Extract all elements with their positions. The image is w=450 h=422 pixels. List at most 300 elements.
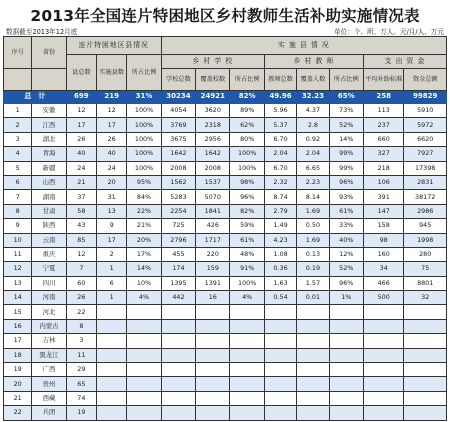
cell-teacher-total: 5.37 [264, 118, 296, 132]
cell-covered-schools: 2008 [196, 161, 230, 175]
cell-teacher-ratio [329, 334, 363, 348]
cell-impl-count [97, 377, 127, 391]
cell-school-ratio: 59% [230, 219, 264, 233]
cell-school-ratio: 80% [230, 132, 264, 146]
header-avg-standard: 平均补助标准 [363, 69, 403, 91]
cell-county-ratio [127, 305, 161, 319]
cell-fund-total: 17398 [404, 161, 447, 175]
cell-school-ratio [230, 377, 264, 391]
cell-school-total: 174 [161, 262, 195, 276]
cell-covered-schools: 3620 [196, 104, 230, 118]
subsidy-table [3, 36, 447, 421]
cell-teacher-ratio [329, 391, 363, 405]
table-row [4, 334, 447, 348]
cell-seq: 12 [4, 262, 32, 276]
cell-teacher-total: 4.23 [264, 233, 296, 247]
cell-fund-total: 5910 [404, 104, 447, 118]
cell-impl-count: 17 [97, 233, 127, 247]
cell-seq: 18 [4, 348, 32, 362]
cell-county-ratio [127, 391, 161, 405]
cell-seq: 22 [4, 406, 32, 420]
total-teacher-total: 49.96 [264, 91, 296, 104]
cell-covered-schools: 159 [196, 262, 230, 276]
cell-covered-schools [196, 334, 230, 348]
cell-county-total: 37 [66, 190, 96, 204]
cell-avg-standard [363, 391, 403, 405]
cell-county-total: 12 [66, 104, 96, 118]
cell-teacher-covered [297, 377, 329, 391]
cell-fund-total [404, 363, 447, 377]
cell-teacher-ratio: 52% [329, 262, 363, 276]
table-row [4, 147, 447, 161]
cell-avg-standard: 660 [363, 132, 403, 146]
cell-school-total [161, 363, 195, 377]
cell-school-total [161, 348, 195, 362]
cell-school-ratio: 61% [230, 233, 264, 247]
cell-school-total: 442 [161, 291, 195, 305]
cell-covered-schools: 1717 [196, 233, 230, 247]
cell-covered-schools [196, 406, 230, 420]
cell-seq: 19 [4, 363, 32, 377]
cell-impl-count: 9 [97, 219, 127, 233]
cell-province: 吉林 [32, 334, 66, 348]
cell-impl-count: 40 [97, 147, 127, 161]
cell-province: 云南 [32, 233, 66, 247]
cell-school-total [161, 305, 195, 319]
cell-province: 山西 [32, 175, 66, 189]
cell-province: 兵团 [32, 406, 66, 420]
cell-seq: 1 [4, 104, 32, 118]
cell-teacher-ratio: 96% [329, 276, 363, 290]
cell-county-ratio [127, 348, 161, 362]
cell-province: 河北 [32, 305, 66, 319]
total-covered: 24921 [196, 91, 230, 104]
cell-seq: 13 [4, 276, 32, 290]
table-row [4, 118, 447, 132]
cell-avg-standard: 391 [363, 190, 403, 204]
cell-county-ratio: 4% [127, 291, 161, 305]
cell-county-ratio: 84% [127, 190, 161, 204]
cell-teacher-covered: 1.69 [297, 233, 329, 247]
cell-county-total: 21 [66, 175, 96, 189]
cell-teacher-total: 6.70 [264, 132, 296, 146]
table-row [4, 190, 447, 204]
cell-impl-count: 12 [97, 104, 127, 118]
cell-avg-standard [363, 406, 403, 420]
cell-school-total: 1395 [161, 276, 195, 290]
cell-impl-count [97, 319, 127, 333]
cell-impl-count: 1 [97, 291, 127, 305]
cell-county-ratio: 95% [127, 175, 161, 189]
cell-teacher-ratio [329, 363, 363, 377]
cell-county-total: 11 [66, 348, 96, 362]
header-sub-fund: 支 出 资 金 [363, 55, 446, 69]
cell-county-total: 22 [66, 305, 96, 319]
total-teacher-covered: 32.23 [297, 91, 329, 104]
header-teacher-total: 教师总数 [264, 69, 296, 91]
cell-teacher-ratio: 52% [329, 118, 363, 132]
cell-fund-total [404, 377, 447, 391]
cell-province: 西藏 [32, 391, 66, 405]
cell-fund-total [404, 391, 447, 405]
cell-county-total: 17 [66, 118, 96, 132]
cell-teacher-covered: 0.92 [297, 132, 329, 146]
cell-county-ratio: 100% [127, 161, 161, 175]
cell-seq: 17 [4, 334, 32, 348]
cell-teacher-total [264, 363, 296, 377]
table-row [4, 276, 447, 290]
header-county-total: 县总数 [66, 55, 96, 91]
total-ratio: 31% [127, 91, 161, 104]
cell-county-total: 26 [66, 132, 96, 146]
cell-teacher-ratio: 61% [329, 204, 363, 218]
cell-county-ratio [127, 319, 161, 333]
cell-school-ratio: 91% [230, 262, 264, 276]
cell-teacher-covered: 1.57 [297, 276, 329, 290]
date-note: 数据截至2013年12月底 [6, 28, 78, 36]
cell-teacher-ratio: 73% [329, 104, 363, 118]
table-row [4, 377, 447, 391]
cell-teacher-total: 1.49 [264, 219, 296, 233]
cell-school-ratio: 89% [230, 104, 264, 118]
cell-covered-schools [196, 319, 230, 333]
cell-avg-standard: 98 [363, 233, 403, 247]
cell-teacher-total [264, 305, 296, 319]
cell-province: 江西 [32, 118, 66, 132]
cell-county-total: 29 [66, 363, 96, 377]
cell-school-total: 3675 [161, 132, 195, 146]
cell-impl-count [97, 391, 127, 405]
cell-seq: 9 [4, 219, 32, 233]
header-impl-count: 实施县数 [97, 55, 127, 91]
cell-school-ratio: 98% [230, 175, 264, 189]
cell-school-total [161, 377, 195, 391]
header-sub-teacher: 乡 村 教 师 [264, 55, 363, 69]
cell-fund-total [404, 348, 447, 362]
cell-teacher-ratio: 33% [329, 219, 363, 233]
cell-county-ratio: 20% [127, 233, 161, 247]
cell-school-total: 725 [161, 219, 195, 233]
cell-covered-schools: 2956 [196, 132, 230, 146]
cell-teacher-covered: 2.23 [297, 175, 329, 189]
cell-county-total: 8 [66, 319, 96, 333]
cell-avg-standard [363, 377, 403, 391]
cell-province: 重庆 [32, 247, 66, 261]
cell-teacher-total [264, 319, 296, 333]
cell-fund-total: 7927 [404, 147, 447, 161]
cell-school-ratio [230, 319, 264, 333]
cell-school-ratio [230, 305, 264, 319]
cell-county-ratio: 22% [127, 204, 161, 218]
cell-teacher-total: 1.63 [264, 276, 296, 290]
cell-seq: 10 [4, 233, 32, 247]
cell-county-total: 19 [66, 406, 96, 420]
cell-county-total: 65 [66, 377, 96, 391]
cell-school-ratio: 62% [230, 118, 264, 132]
cell-covered-schools: 1841 [196, 204, 230, 218]
cell-county-ratio: 100% [127, 104, 161, 118]
cell-fund-total [404, 319, 447, 333]
table-row [4, 406, 447, 420]
cell-teacher-covered: 0.50 [297, 219, 329, 233]
cell-teacher-covered: 2.8 [297, 118, 329, 132]
table-row [4, 104, 447, 118]
cell-school-ratio [230, 348, 264, 362]
header-teacher-covered: 覆盖人数 [297, 69, 329, 91]
cell-covered-schools [196, 305, 230, 319]
cell-covered-schools: 220 [196, 247, 230, 261]
cell-county-total: 43 [66, 219, 96, 233]
cell-fund-total: 6620 [404, 132, 447, 146]
cell-teacher-ratio [329, 305, 363, 319]
cell-school-total [161, 406, 195, 420]
cell-teacher-total [264, 377, 296, 391]
cell-school-ratio: 48% [230, 247, 264, 261]
total-school-total: 30234 [161, 91, 195, 104]
cell-county-total: 7 [66, 262, 96, 276]
cell-impl-count [97, 348, 127, 362]
cell-school-total: 1642 [161, 147, 195, 161]
cell-impl-count [97, 305, 127, 319]
cell-seq: 7 [4, 190, 32, 204]
cell-seq: 5 [4, 161, 32, 175]
cell-province: 河南 [32, 291, 66, 305]
cell-fund-total: 1998 [404, 233, 447, 247]
cell-impl-count [97, 363, 127, 377]
cell-covered-schools [196, 391, 230, 405]
cell-avg-standard: 158 [363, 219, 403, 233]
cell-teacher-covered: 6.65 [297, 161, 329, 175]
cell-teacher-ratio [329, 348, 363, 362]
total-fund-total: 99829 [404, 91, 447, 104]
cell-seq: 15 [4, 305, 32, 319]
header-school-total: 学校总数 [161, 69, 195, 91]
units-note: 单位：个、所、万人、元/月/人、万元 [334, 28, 444, 36]
cell-teacher-total: 0.54 [264, 291, 296, 305]
cell-school-ratio: 96% [230, 190, 264, 204]
cell-teacher-ratio [329, 377, 363, 391]
total-row [4, 91, 447, 104]
cell-impl-count: 31 [97, 190, 127, 204]
cell-province: 广西 [32, 363, 66, 377]
cell-county-ratio: 100% [127, 132, 161, 146]
cell-covered-schools: 1642 [196, 147, 230, 161]
cell-teacher-total [264, 348, 296, 362]
cell-teacher-ratio: 12% [329, 247, 363, 261]
cell-county-ratio: 17% [127, 247, 161, 261]
cell-fund-total: 5972 [404, 118, 447, 132]
cell-province: 青海 [32, 147, 66, 161]
cell-fund-total [404, 334, 447, 348]
cell-county-ratio: 21% [127, 219, 161, 233]
cell-teacher-total [264, 334, 296, 348]
cell-avg-standard: 160 [363, 247, 403, 261]
cell-covered-schools [196, 363, 230, 377]
cell-county-total: 24 [66, 161, 96, 175]
cell-teacher-total [264, 391, 296, 405]
cell-school-total [161, 319, 195, 333]
cell-impl-count: 2 [97, 247, 127, 261]
header-fund-total: 资金总额 [404, 69, 447, 91]
cell-avg-standard [363, 305, 403, 319]
cell-teacher-total: 2.32 [264, 175, 296, 189]
cell-school-ratio [230, 391, 264, 405]
cell-avg-standard: 113 [363, 104, 403, 118]
cell-county-total: 40 [66, 147, 96, 161]
cell-avg-standard: 500 [363, 291, 403, 305]
cell-teacher-total: 2.79 [264, 204, 296, 218]
cell-covered-schools: 1391 [196, 276, 230, 290]
cell-county-total: 85 [66, 233, 96, 247]
cell-impl-count [97, 406, 127, 420]
cell-province: 四川 [32, 276, 66, 290]
cell-teacher-ratio: 96% [329, 175, 363, 189]
cell-school-total: 3769 [161, 118, 195, 132]
cell-seq: 6 [4, 175, 32, 189]
cell-teacher-covered: 0.01 [297, 291, 329, 305]
cell-covered-schools: 2318 [196, 118, 230, 132]
cell-seq: 16 [4, 319, 32, 333]
cell-county-total: 74 [66, 391, 96, 405]
cell-county-ratio [127, 406, 161, 420]
table-row [4, 175, 447, 189]
total-impl-count: 219 [97, 91, 127, 104]
cell-seq: 21 [4, 391, 32, 405]
cell-covered-schools: 5070 [196, 190, 230, 204]
cell-teacher-covered [297, 363, 329, 377]
cell-teacher-covered [297, 334, 329, 348]
cell-province: 宁夏 [32, 262, 66, 276]
total-school-ratio: 82% [230, 91, 264, 104]
cell-county-total: 3 [66, 334, 96, 348]
cell-fund-total: 945 [404, 219, 447, 233]
table-row [4, 363, 447, 377]
page-title: 2013年全国连片特困地区乡村教师生活补助实施情况表 [30, 7, 420, 25]
cell-teacher-covered: 2.04 [297, 147, 329, 161]
header-province-spacer [32, 69, 66, 91]
header-seq: 序号 [4, 37, 32, 69]
cell-school-total: 5283 [161, 190, 195, 204]
cell-avg-standard [363, 334, 403, 348]
cell-school-ratio [230, 334, 264, 348]
cell-covered-schools [196, 348, 230, 362]
cell-province: 新疆 [32, 161, 66, 175]
header-group-county: 连片特困地区县情况 [66, 37, 161, 55]
cell-teacher-total: 6.70 [264, 161, 296, 175]
cell-county-ratio [127, 363, 161, 377]
cell-impl-count: 20 [97, 175, 127, 189]
cell-avg-standard: 34 [363, 262, 403, 276]
cell-province: 湖北 [32, 132, 66, 146]
cell-school-ratio: 100% [230, 276, 264, 290]
cell-county-ratio [127, 377, 161, 391]
header-group-implementation: 实 施 县 情 况 [161, 37, 446, 55]
cell-province: 甘肃 [32, 204, 66, 218]
table-row [4, 305, 447, 319]
cell-seq: 11 [4, 247, 32, 261]
cell-avg-standard: 147 [363, 204, 403, 218]
cell-school-total: 455 [161, 247, 195, 261]
cell-school-total: 2008 [161, 161, 195, 175]
cell-fund-total: 75 [404, 262, 447, 276]
cell-impl-count: 6 [97, 276, 127, 290]
cell-impl-count: 24 [97, 161, 127, 175]
table-row [4, 204, 447, 218]
cell-province: 黑龙江 [32, 348, 66, 362]
cell-teacher-covered [297, 348, 329, 362]
cell-teacher-ratio [329, 319, 363, 333]
table-row [4, 219, 447, 233]
cell-teacher-covered: 4.37 [297, 104, 329, 118]
cell-impl-count: 17 [97, 118, 127, 132]
header-county-ratio: 所占比例 [127, 55, 161, 91]
cell-county-total: 12 [66, 247, 96, 261]
cell-county-ratio: 100% [127, 147, 161, 161]
cell-avg-standard [363, 363, 403, 377]
header-covered-schools: 覆盖校数 [196, 69, 230, 91]
cell-teacher-covered: 1.69 [297, 204, 329, 218]
cell-school-total: 4054 [161, 104, 195, 118]
cell-teacher-total: 5.96 [264, 104, 296, 118]
cell-avg-standard: 106 [363, 175, 403, 189]
cell-teacher-total: 8.74 [264, 190, 296, 204]
cell-school-total: 2796 [161, 233, 195, 247]
cell-covered-schools [196, 377, 230, 391]
cell-teacher-ratio: 99% [329, 161, 363, 175]
table-row [4, 291, 447, 305]
total-avg-standard: 258 [363, 91, 403, 104]
total-label: 总 计 [4, 91, 67, 104]
cell-avg-standard [363, 348, 403, 362]
cell-impl-count: 26 [97, 132, 127, 146]
cell-teacher-covered [297, 305, 329, 319]
cell-teacher-covered [297, 391, 329, 405]
cell-province: 陕西 [32, 219, 66, 233]
cell-covered-schools: 16 [196, 291, 230, 305]
cell-seq: 3 [4, 132, 32, 146]
header-school-ratio: 所占比例 [230, 69, 264, 91]
cell-teacher-ratio: 40% [329, 233, 363, 247]
table-row [4, 391, 447, 405]
cell-teacher-covered: 8.14 [297, 190, 329, 204]
cell-fund-total: 38172 [404, 190, 447, 204]
cell-school-ratio: 4% [230, 291, 264, 305]
cell-impl-count [97, 334, 127, 348]
cell-seq: 2 [4, 118, 32, 132]
cell-teacher-covered [297, 406, 329, 420]
table-row [4, 262, 447, 276]
cell-teacher-total: 2.04 [264, 147, 296, 161]
cell-fund-total [404, 305, 447, 319]
cell-county-total: 58 [66, 204, 96, 218]
cell-school-total: 1562 [161, 175, 195, 189]
cell-teacher-total [264, 406, 296, 420]
cell-school-ratio: 100% [230, 161, 264, 175]
cell-fund-total: 2986 [404, 204, 447, 218]
cell-school-ratio [230, 406, 264, 420]
cell-county-ratio: 100% [127, 118, 161, 132]
cell-impl-count: 1 [97, 262, 127, 276]
cell-avg-standard [363, 319, 403, 333]
cell-fund-total: 280 [404, 247, 447, 261]
cell-covered-schools: 1537 [196, 175, 230, 189]
cell-school-ratio: 100% [230, 147, 264, 161]
cell-teacher-total: 1.08 [264, 247, 296, 261]
cell-county-ratio [127, 334, 161, 348]
cell-seq: 4 [4, 147, 32, 161]
cell-teacher-ratio [329, 406, 363, 420]
cell-teacher-ratio: 99% [329, 147, 363, 161]
